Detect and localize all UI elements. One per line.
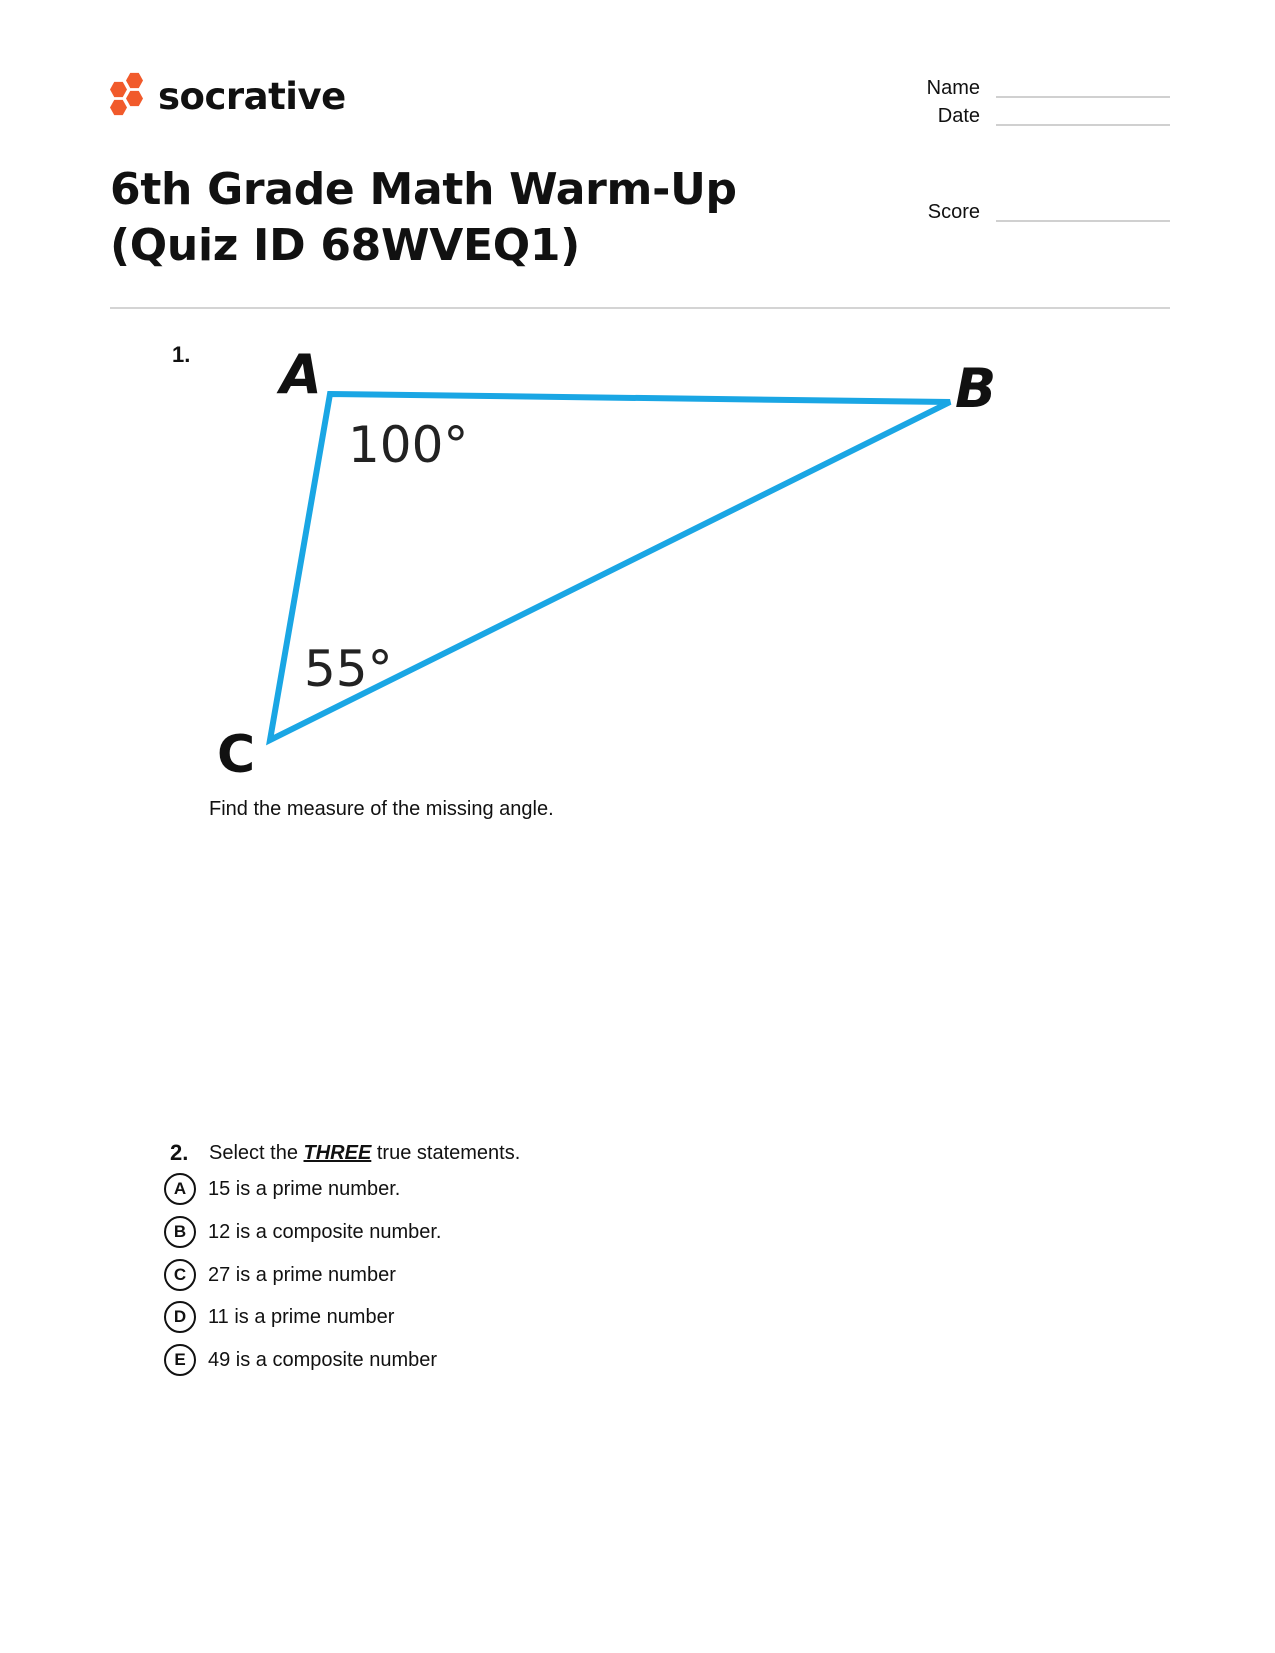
vertex-label-a: A bbox=[280, 343, 322, 406]
question-1-prompt: Find the measure of the missing angle. bbox=[209, 798, 554, 820]
option-b-text: 12 is a composite number. bbox=[208, 1220, 442, 1243]
option-c-bubble[interactable]: C bbox=[164, 1259, 196, 1291]
triangle-figure bbox=[200, 340, 1020, 780]
prompt-after: true statements. bbox=[371, 1142, 521, 1164]
name-label: Name bbox=[926, 77, 980, 99]
question-2-prompt bbox=[209, 1142, 520, 1165]
date-label: Date bbox=[937, 105, 980, 127]
option-d[interactable] bbox=[164, 1300, 394, 1334]
angle-a-label: 100° bbox=[348, 416, 469, 474]
option-e[interactable] bbox=[164, 1343, 437, 1377]
option-b-bubble[interactable]: B bbox=[164, 1216, 196, 1248]
score-label: Score bbox=[927, 201, 980, 223]
date-line[interactable] bbox=[996, 108, 1170, 126]
option-e-text: 49 is a composite number bbox=[208, 1348, 438, 1371]
page-title: 6th Grade Math Warm-Up (Quiz ID 68WVEQ1) bbox=[110, 164, 737, 271]
name-field[interactable] bbox=[880, 76, 1170, 100]
prompt-before: Select the bbox=[209, 1142, 304, 1164]
date-field[interactable] bbox=[880, 104, 1170, 128]
option-d-text: 11 is a prime number bbox=[208, 1305, 395, 1328]
question-1-number: 1. bbox=[172, 342, 191, 367]
score-field[interactable] bbox=[880, 200, 1170, 224]
vertex-label-b: B bbox=[955, 357, 997, 420]
option-e-bubble[interactable]: E bbox=[164, 1344, 196, 1376]
option-d-bubble[interactable]: D bbox=[164, 1301, 196, 1333]
header-divider bbox=[110, 307, 1170, 309]
vertex-label-c: C bbox=[217, 725, 256, 780]
socrative-logo bbox=[110, 72, 346, 122]
option-b[interactable] bbox=[164, 1215, 441, 1249]
option-c[interactable] bbox=[164, 1258, 396, 1292]
prompt-emphasis: THREE bbox=[303, 1142, 372, 1164]
question-2-number: 2. bbox=[170, 1140, 189, 1165]
option-a[interactable] bbox=[164, 1172, 400, 1206]
brand-name: socrative bbox=[158, 74, 346, 118]
option-a-bubble[interactable]: A bbox=[164, 1173, 196, 1205]
option-c-text: 27 is a prime number bbox=[208, 1263, 396, 1286]
name-line[interactable] bbox=[996, 80, 1170, 98]
hexagon-logo-icon bbox=[110, 72, 150, 122]
angle-c-label: 55° bbox=[304, 640, 393, 698]
score-line[interactable] bbox=[996, 204, 1170, 222]
option-a-text: 15 is a prime number. bbox=[208, 1177, 401, 1200]
